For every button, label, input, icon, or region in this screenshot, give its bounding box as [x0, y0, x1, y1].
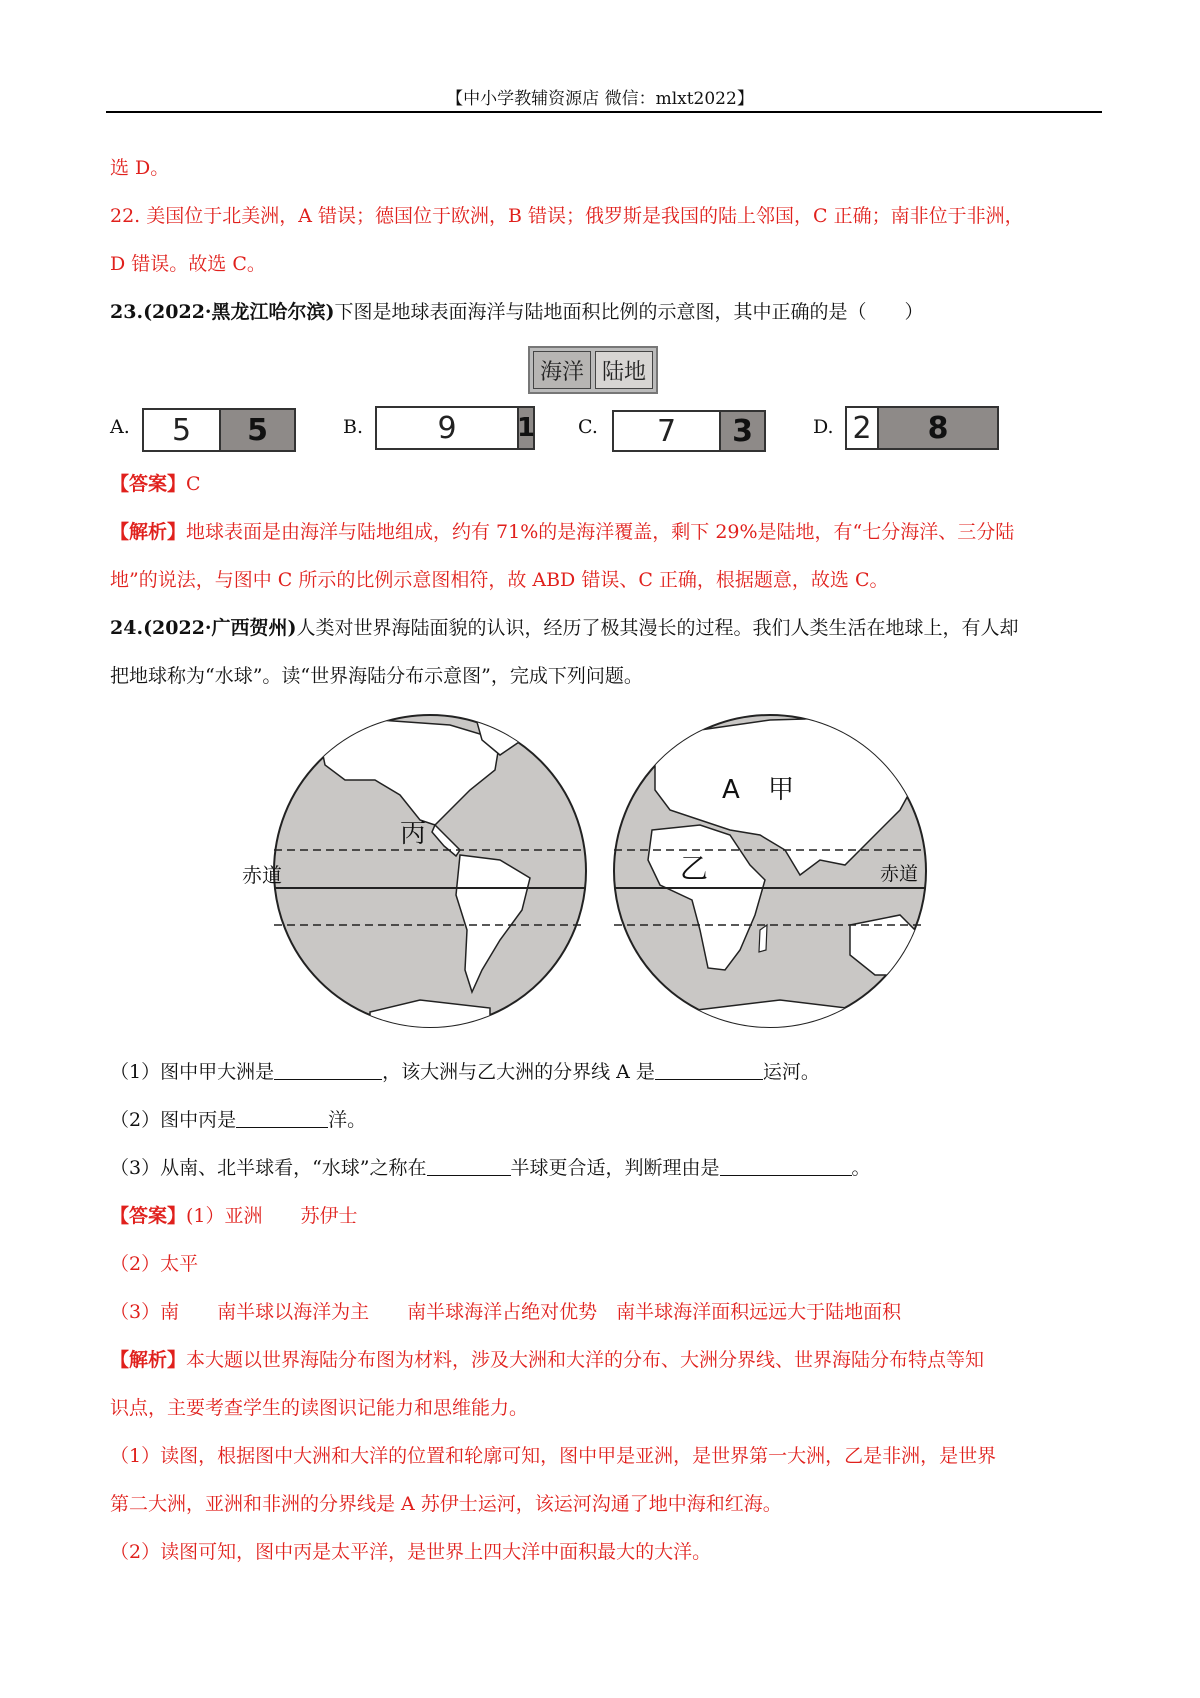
equator-label-left: 赤道: [242, 863, 282, 887]
q24-number: 24.: [110, 617, 144, 639]
option-d-label: D.: [813, 416, 834, 438]
q24-stem-line2: 把地球称为“水球”。读“世界海陆分布示意图”，完成下列问题。: [110, 665, 643, 687]
answer-blank[interactable]: [236, 1109, 328, 1128]
q24-sub2-text-a: （2）图中丙是: [110, 1109, 237, 1131]
q24-analysis-tag: 【解析】: [110, 1349, 187, 1371]
q23-analysis-text1: 地球表面是由海洋与陆地组成，约有 71%的是海洋覆盖，剩下 29%是陆地，有“七分海洋、三分陆: [186, 521, 1015, 543]
option-c-sea-value: 7: [614, 412, 719, 450]
q23-number: 23.: [110, 301, 144, 323]
q24-source: (2022·广西贺州): [143, 617, 297, 639]
sea-land-legend: [528, 346, 658, 394]
q23-stem: [110, 300, 924, 324]
western-hemisphere: [274, 712, 586, 1030]
option-a-sea-value: 5: [144, 410, 219, 450]
answer-blank[interactable]: [720, 1157, 852, 1176]
q24-sub1-text-a: （1）图中甲大洲是: [110, 1061, 275, 1083]
equator-label-right: 赤道: [880, 863, 919, 885]
option-a-ratio-bar: [142, 408, 296, 452]
q24-answer-1: (1）亚洲 苏伊士: [186, 1205, 358, 1227]
q24-analysis-p1-line1: （1）读图，根据图中大洲和大洋的位置和轮廓可知，图中甲是亚洲，是世界第一大洲，乙是非洲，是世界: [110, 1445, 997, 1467]
q24-analysis-line2: 识点，主要考查学生的读图识记能力和思维能力。: [110, 1397, 529, 1419]
q22-line1: 22. 美国位于北美洲，A 错误；德国位于欧洲，B 错误；俄罗斯是我国的陆上邻国，C 正确；南非位于非洲，: [110, 205, 1024, 227]
q24-answer-tag: 【答案】: [110, 1205, 187, 1227]
option-b-sea-value: 9: [377, 408, 517, 448]
map-label-a: A: [722, 775, 740, 805]
q24-answer-line1: [110, 1204, 358, 1228]
q24-sub3: [110, 1156, 871, 1180]
q24-sub3-text-c: 。: [851, 1157, 871, 1179]
map-label-jia: 甲: [768, 775, 795, 805]
q24-analysis-p2: （2）读图可知，图中丙是太平洋，是世界上四大洋中面积最大的大洋。: [110, 1541, 712, 1563]
option-d-ratio-bar: [845, 406, 999, 450]
q24-sub1-text-b: ，该大洲与乙大洲的分界线 A 是: [382, 1061, 655, 1083]
q21-answer-tail: 选 D。: [110, 157, 170, 179]
q24-sub2: [110, 1108, 366, 1132]
page-header: 【中小学教辅资源店 微信：mlxt2022】: [446, 89, 754, 109]
option-b-label: B.: [343, 416, 364, 438]
header-rule: [106, 111, 1102, 113]
option-a-land-value: 5: [219, 410, 294, 450]
q23-answer: [110, 472, 201, 496]
q23-answer-value: C: [186, 473, 201, 495]
option-b-land-value: 1: [517, 408, 533, 448]
option-a-label: A.: [110, 416, 130, 438]
option-d-land-value: 8: [877, 408, 997, 448]
answer-blank[interactable]: [274, 1061, 382, 1080]
world-land-sea-map: [242, 700, 940, 1042]
option-b-ratio-bar: [375, 406, 535, 450]
q24-stem-line1: [110, 616, 1019, 640]
answer-blank[interactable]: [655, 1061, 763, 1080]
q24-analysis-p1-line2: 第二大洲，亚洲和非洲的分界线是 A 苏伊士运河，该运河沟通了地中海和红海。: [110, 1493, 782, 1515]
q23-question: 下图是地球表面海洋与陆地面积比例的示意图，其中正确的是（ ）: [334, 301, 924, 323]
option-c-land-value: 3: [719, 412, 764, 450]
map-label-bing: 丙: [400, 819, 427, 849]
q22-line2: D 错误。故选 C。: [110, 253, 266, 275]
q24-sub3-text-a: （3）从南、北半球看，“水球”之称在: [110, 1157, 427, 1179]
option-d-sea-value: 2: [847, 408, 877, 448]
q24-sub3-text-b: 半球更合适，判断理由是: [510, 1157, 720, 1179]
option-c-label: C.: [578, 416, 598, 438]
q24-answer-2: （2）太平: [110, 1253, 199, 1275]
answer-blank[interactable]: [427, 1157, 511, 1176]
option-c-ratio-bar: [612, 410, 766, 452]
q24-sub1: [110, 1060, 820, 1084]
q24-sub1-text-c: 运河。: [762, 1061, 820, 1083]
map-label-yi: 乙: [680, 852, 709, 885]
q23-answer-tag: 【答案】: [110, 473, 187, 495]
q23-analysis-line2: 地”的说法，与图中 C 所示的比例示意图相符，故 ABD 错误、C 正确，根据题意，故选 C。: [110, 569, 889, 591]
q23-source: (2022·黑龙江哈尔滨): [143, 301, 335, 323]
q24-answer-3: （3）南 南半球以海洋为主 南半球海洋占绝对优势 南半球海洋面积远远大于陆地面积: [110, 1301, 902, 1323]
q24-question: 人类对世界海陆面貌的认识，经历了极其漫长的过程。我们人类生活在地球上，有人却: [296, 617, 1019, 639]
q23-analysis-line1: [110, 520, 1014, 544]
q24-analysis-line1: [110, 1348, 984, 1372]
legend-sea: 海洋: [533, 351, 591, 389]
q24-analysis-text1: 本大题以世界海陆分布图为材料，涉及大洲和大洋的分布、大洲分界线、世界海陆分布特点等知: [186, 1349, 985, 1371]
q23-analysis-tag: 【解析】: [110, 521, 187, 543]
q24-sub2-text-b: 洋。: [328, 1109, 367, 1131]
legend-land: 陆地: [595, 351, 653, 389]
